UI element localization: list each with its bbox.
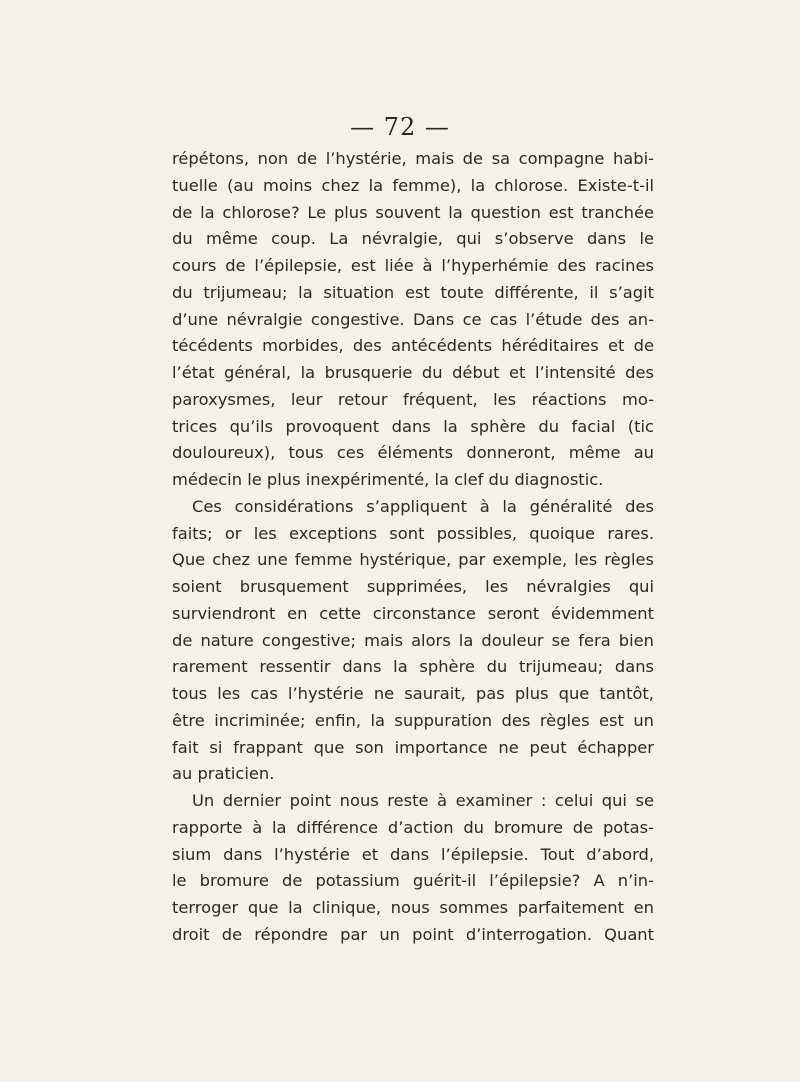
text-line: faits; or les exceptions sont possibles, quoique rares. [172, 523, 654, 543]
text-line: douloureux), tous ces éléments donneront, même au [172, 443, 654, 463]
text-line: rapporte à la différence d’action du bromure de potas- [172, 817, 654, 837]
text-line: médecin le plus inexpérimenté, la clef du diagnostic. [172, 470, 604, 489]
text-line: d’une névralgie congestive. Dans ce cas l’étude des an- [172, 309, 654, 329]
text-line: Un dernier point nous reste à examiner : celui qui se [192, 791, 654, 810]
text-line: l’état général, la brusquerie du début et l’intensité des [172, 363, 654, 382]
text-line: soient brusquement supprimées, les névralgies qui [172, 577, 654, 596]
text-line: paroxysmes, leur retour fréquent, les réactions mo- [172, 389, 654, 409]
text-line: sium dans l’hystérie et dans l’épilepsie. Tout d’abord, [172, 844, 654, 864]
text-line: tuelle (au moins chez la femme), la chlorose. Existe-t-il [172, 175, 654, 195]
text-line: du trijumeau; la situation est toute différente, il s’agit [172, 282, 654, 302]
text-line: être incriminée; enfin, la suppuration des règles est un [172, 710, 654, 730]
text-line: de nature congestive; mais alors la douleur se fera bien [172, 630, 654, 650]
text-line: du même coup. La névralgie, qui s’observe dans le [172, 229, 654, 249]
text-line: le bromure de potassium guérit-il l’épilepsie? A n’in- [172, 871, 654, 891]
text-line: rarement ressentir dans la sphère du trijumeau; dans [172, 657, 654, 677]
text-line: surviendront en cette circonstance seront évidemment [172, 603, 654, 623]
text-line: Ces considérations s’appliquent à la généralité des [192, 496, 654, 516]
text-line: droit de répondre par un point d’interrogation. Quant [172, 924, 654, 944]
text-line: técédents morbides, des antécédents héréditaires et de [172, 336, 654, 356]
text-line: terroger que la clinique, nous sommes parfaitement en [172, 898, 654, 917]
body-text [172, 146, 654, 949]
text-line: cours de l’épilepsie, est liée à l’hyperhémie des racines [172, 256, 654, 275]
text-line: tous les cas l’hystérie ne saurait, pas plus que tantôt, [172, 684, 654, 703]
text-line: Que chez une femme hystérique, par exemple, les règles [172, 550, 654, 570]
text-line: de la chlorose? Le plus souvent la question est tranchée [172, 202, 654, 222]
text-line: au praticien. [172, 764, 275, 784]
page-number: — 72 — [350, 113, 450, 141]
text-line: trices qu’ils provoquent dans la sphère du facial (tic [172, 416, 654, 436]
text-line: répétons, non de l’hystérie, mais de sa compagne habi- [172, 149, 654, 168]
text-line: fait si frappant que son importance ne peut échapper [172, 737, 654, 757]
